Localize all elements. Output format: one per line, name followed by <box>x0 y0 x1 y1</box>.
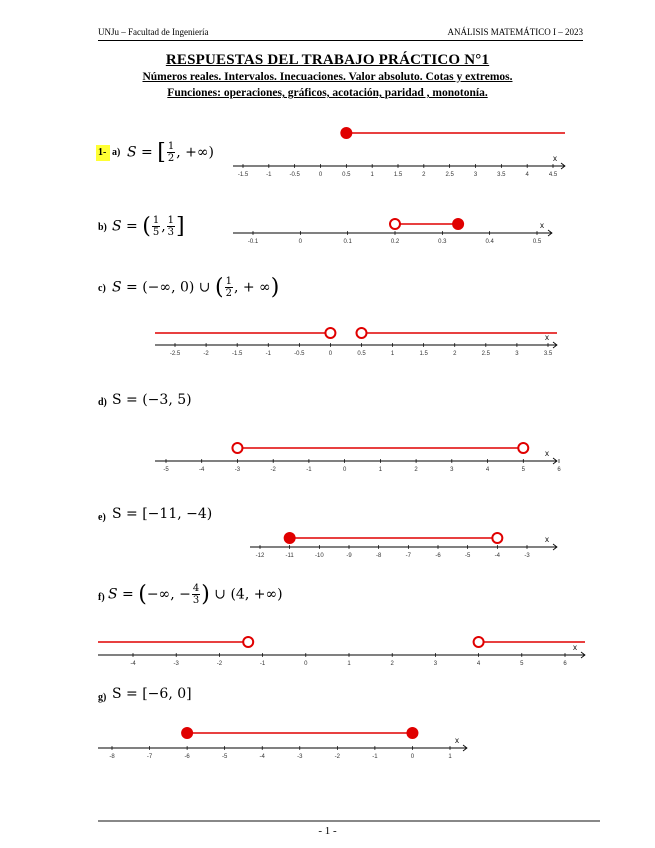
tick-label: -7 <box>146 754 153 760</box>
open-endpoint <box>243 637 253 647</box>
tick-label: 0.4 <box>485 239 494 245</box>
closed-endpoint <box>182 728 192 738</box>
tick-label: -12 <box>255 553 265 559</box>
axis-label: x <box>540 221 544 230</box>
axis-label: x <box>573 643 577 652</box>
tick-label: 4 <box>476 661 481 667</box>
tick-label: 0.3 <box>438 239 447 245</box>
tick-label: 0 <box>328 351 333 357</box>
tick-label: 0.5 <box>342 172 351 178</box>
tick-label: 0 <box>304 661 308 667</box>
header-right: ANÁLISIS MATEMÁTICO I – 2023 <box>447 27 583 37</box>
tick-label: 1 <box>378 467 383 473</box>
closed-endpoint <box>341 128 351 138</box>
tick-label: 6 <box>563 661 567 667</box>
item-e-label: e) <box>98 512 106 523</box>
tick-label: 0.1 <box>343 239 352 245</box>
tick-label: -1.5 <box>231 351 243 357</box>
tick-label: -9 <box>346 553 352 559</box>
tick-label: -2 <box>203 351 209 357</box>
tick-label: 3 <box>433 661 438 667</box>
tick-label: 2.5 <box>481 351 491 357</box>
tick-label: 6 <box>557 467 561 473</box>
tick-label: -2.5 <box>169 351 181 357</box>
tick-label: 0.2 <box>390 239 400 245</box>
tick-label: -3 <box>297 754 303 760</box>
tick-label: -1 <box>372 754 378 760</box>
item-d-label: d) <box>98 397 107 408</box>
tick-label: -2 <box>334 754 341 760</box>
tick-label: 1 <box>448 754 452 760</box>
subtitle-2: Funciones: operaciones, gráficos, acotación, paridad , monotonía. <box>167 87 488 99</box>
tick-label: -8 <box>375 553 382 559</box>
open-endpoint <box>492 533 502 543</box>
tick-label: -6 <box>184 754 190 760</box>
tick-label: 4 <box>485 467 490 473</box>
tick-label: 2.5 <box>445 172 454 178</box>
tick-label: -11 <box>285 553 294 559</box>
tick-label: 0.5 <box>357 351 366 357</box>
tick-label: 0 <box>298 239 303 245</box>
tick-label: 5 <box>521 467 525 473</box>
tick-label: 3 <box>473 172 478 178</box>
closed-endpoint <box>453 219 463 229</box>
tick-label: -4 <box>259 754 265 760</box>
tick-label: 5 <box>520 661 524 667</box>
page-title: RESPUESTAS DEL TRABAJO PRÁCTICO N°1 <box>165 52 490 68</box>
tick-label: 0 <box>342 467 347 473</box>
tick-label: 1 <box>347 661 351 667</box>
tick-label: -2 <box>216 661 223 667</box>
tick-label: -1 <box>259 661 266 667</box>
tick-label: -1 <box>265 351 271 357</box>
tick-label: -4 <box>199 467 205 473</box>
tick-label: 2 <box>453 351 457 357</box>
tick-label: 1.5 <box>419 351 428 357</box>
axis-label: x <box>545 333 549 342</box>
tick-label: 0 <box>318 172 323 178</box>
item-b-set: S = ( $\frac{1}{5}$ , $\frac{1}{3}$ ] <box>112 214 185 239</box>
tick-label: -1 <box>266 172 272 178</box>
tick-label: 1 <box>370 172 374 178</box>
tick-label: 4 <box>525 172 529 178</box>
tick-label: 2 <box>390 661 394 667</box>
item-c-set: S = (−∞, 0) ∪ ( $\frac{1}{2}$ , + ∞) <box>112 275 280 300</box>
tick-label: 1.5 <box>393 172 403 178</box>
tick-label: 2 <box>414 467 418 473</box>
exercise-number: 1- <box>98 147 107 158</box>
tick-label: -10 <box>314 553 324 559</box>
tick-label: 3 <box>515 351 519 357</box>
item-d-set-text: S = (−3, 5) <box>112 392 192 408</box>
subtitle-1: Números reales. Intervalos. Inecuaciones. Valor absoluto. Cotas y extremos. <box>142 71 513 83</box>
closed-endpoint <box>407 728 417 738</box>
open-endpoint <box>474 637 484 647</box>
tick-label: 1 <box>390 351 395 357</box>
tick-label: 3.5 <box>543 351 553 357</box>
item-e-set-text: S = [−11, −4) <box>112 506 213 522</box>
tick-label: -8 <box>109 754 115 760</box>
tick-label: 2 <box>422 172 426 178</box>
item-g-set-text: S = [−6, 0] <box>112 686 192 702</box>
tick-label: 4.5 <box>548 172 558 178</box>
axis-label: x <box>553 154 557 163</box>
open-endpoint <box>232 443 242 453</box>
item-c-label: c) <box>98 283 106 294</box>
tick-label: -3 <box>524 553 530 559</box>
tick-label: -3 <box>234 467 241 473</box>
tick-label: -2 <box>270 467 276 473</box>
tick-label: -4 <box>130 661 136 667</box>
open-endpoint <box>390 219 400 229</box>
axis-label: x <box>545 449 549 458</box>
item-a-label: a) <box>112 147 121 158</box>
tick-label: -1.5 <box>237 172 249 178</box>
header-left: UNJu – Facultad de Ingeniería <box>98 27 209 37</box>
open-endpoint <box>325 328 335 338</box>
tick-label: 0.5 <box>532 239 542 245</box>
tick-label: -4 <box>494 553 501 559</box>
axis-label: x <box>545 535 549 544</box>
axis-label: x <box>455 736 459 745</box>
tick-label: -1 <box>306 467 312 473</box>
tick-label: 3 <box>450 467 454 473</box>
closed-endpoint <box>285 533 295 543</box>
tick-label: -0.5 <box>294 351 305 357</box>
tick-label: -0.5 <box>289 172 300 178</box>
tick-label: -6 <box>435 553 441 559</box>
tick-label: -3 <box>173 661 179 667</box>
open-endpoint <box>518 443 528 453</box>
item-f-label: f) <box>98 592 105 603</box>
page-number: - 1 - <box>318 825 337 837</box>
tick-label: 3.5 <box>497 172 506 178</box>
tick-label: -0.1 <box>247 239 259 245</box>
item-f-set: S = (−∞, − $\frac{4}{3}$ ) ∪ (4, +∞) <box>108 582 283 607</box>
open-endpoint <box>357 328 367 338</box>
tick-label: 0 <box>410 754 415 760</box>
footer-divider <box>98 820 600 822</box>
item-b-label: b) <box>98 222 107 233</box>
tick-label: -5 <box>221 754 228 760</box>
item-g-label: g) <box>98 692 107 703</box>
tick-label: -5 <box>464 553 471 559</box>
tick-label: -5 <box>163 467 169 473</box>
item-a-set: S = [ $\frac{1}{2}$ , +∞) <box>127 140 214 165</box>
tick-label: -7 <box>405 553 412 559</box>
